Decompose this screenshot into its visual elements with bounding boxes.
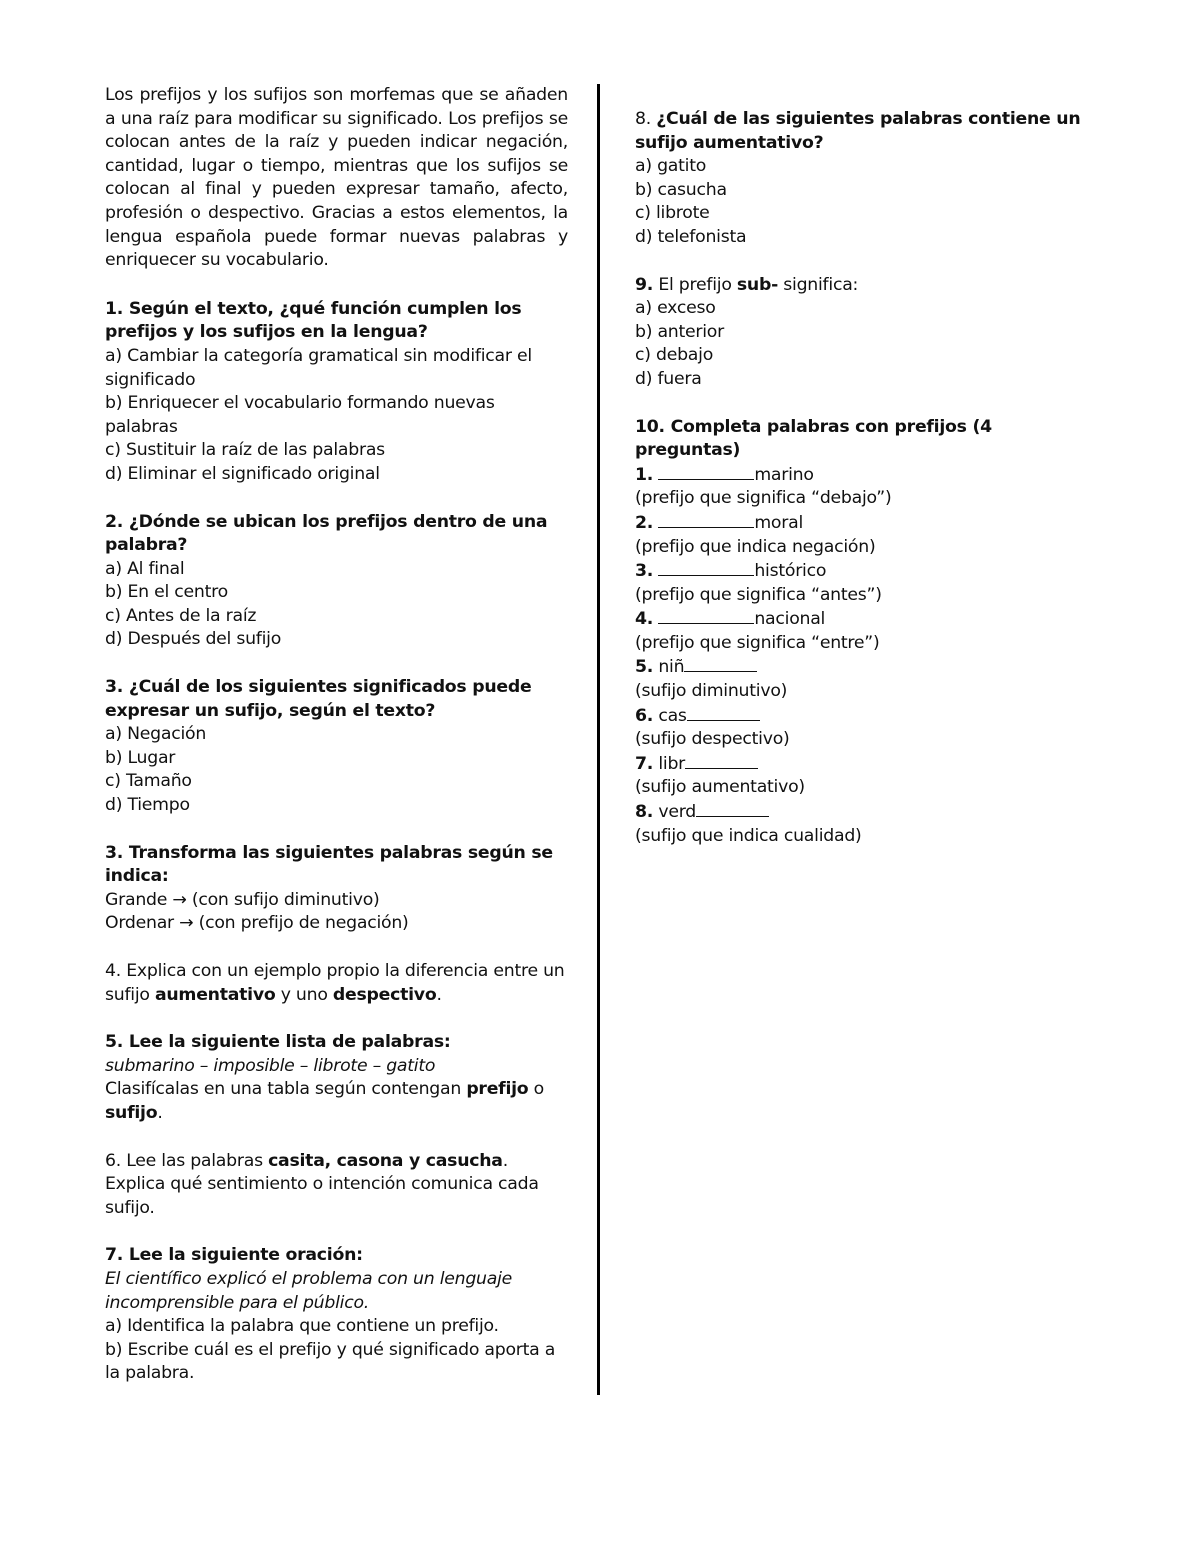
completion-item-1-word: marino <box>754 464 814 485</box>
question-9-post: significa: <box>778 274 859 295</box>
question-8 <box>635 108 1100 250</box>
completion-item-5-number: 5. <box>635 657 654 678</box>
question-5-mid: o <box>528 1079 544 1100</box>
question-2-option-c: c) Antes de la raíz <box>105 605 257 626</box>
question-6-bold-words: casita, casona y casucha <box>268 1150 503 1171</box>
question-3 <box>105 676 568 818</box>
transform-line-1: Grande → (con sufijo diminutivo) <box>105 889 380 910</box>
question-1-title: 1. Según el texto, ¿qué función cumplen los prefijos y los sufijos en la lengua? <box>105 298 522 343</box>
question-3-option-d: d) Tiempo <box>105 795 190 816</box>
right-column <box>635 108 1100 872</box>
completion-item-4-word: nacional <box>754 609 826 630</box>
completion-item-8-number: 8. <box>635 802 654 823</box>
answer-blank-1[interactable] <box>658 463 754 480</box>
column-divider <box>597 84 600 1395</box>
question-8-option-b: b) casucha <box>635 179 727 200</box>
left-column <box>105 84 568 1410</box>
question-3-option-b: b) Lugar <box>105 747 176 768</box>
completion-item-8-hint: (sufijo que indica cualidad) <box>635 825 862 846</box>
completion-item-5-hint: (sufijo diminutivo) <box>635 681 788 702</box>
question-2-title: 2. ¿Dónde se ubican los prefijos dentro de una palabra? <box>105 511 548 556</box>
question-9-option-d: d) fuera <box>635 368 702 389</box>
completion-item-3 <box>635 559 1100 584</box>
completion-item-4-number: 4. <box>635 609 654 630</box>
question-8-option-d: d) telefonista <box>635 226 747 247</box>
question-4-end: . <box>436 984 442 1005</box>
completion-item-2-number: 2. <box>635 512 654 533</box>
question-2-option-b: b) En el centro <box>105 582 228 603</box>
question-5-word-list: submarino – imposible – librote – gatito <box>105 1055 436 1076</box>
question-7-sentence: El científico explicó el problema con un lenguaje incomprensible para el público. <box>105 1268 513 1313</box>
completion-item-3-number: 3. <box>635 561 654 582</box>
question-1-option-a: a) Cambiar la categoría gramatical sin modificar el significado <box>105 345 532 390</box>
completion-item-1 <box>635 463 1100 488</box>
completion-item-1-number: 1. <box>635 464 654 485</box>
completion-item-6-number: 6. <box>635 705 654 726</box>
completion-item-7-number: 7. <box>635 753 654 774</box>
question-3-option-c: c) Tamaño <box>105 771 192 792</box>
completion-item-1-hint: (prefijo que significa “debajo”) <box>635 488 892 509</box>
question-8-option-c: c) librote <box>635 203 710 224</box>
answer-blank-3[interactable] <box>658 559 754 576</box>
question-5-end: . <box>157 1102 163 1123</box>
completion-item-8-word: verd <box>658 802 696 823</box>
question-1-option-d: d) Eliminar el significado original <box>105 463 380 484</box>
question-4-bold-despectivo: despectivo <box>332 984 437 1005</box>
question-4-text <box>105 960 568 1007</box>
completion-item-5 <box>635 655 1100 680</box>
answer-blank-2[interactable] <box>658 511 754 528</box>
question-transform-title: 3. Transforma las siguientes palabras según se indica: <box>105 842 553 887</box>
question-5-bold-prefijo: prefijo <box>466 1079 529 1100</box>
question-2-option-d: d) Después del sufijo <box>105 629 282 650</box>
question-1-option-c: c) Sustituir la raíz de las palabras <box>105 440 385 461</box>
completion-item-4-hint: (prefijo que significa “entre”) <box>635 632 880 653</box>
completion-item-7 <box>635 752 1100 777</box>
question-8-title: ¿Cuál de las siguientes palabras contiene un sufijo aumentativo? <box>635 109 1081 153</box>
completion-item-6-hint: (sufijo despectivo) <box>635 729 790 750</box>
question-5-title: 5. Lee la siguiente lista de palabras: <box>105 1032 451 1053</box>
question-9-bold-prefix: sub- <box>736 274 779 295</box>
question-4-mid: y uno <box>275 984 333 1005</box>
completion-item-8 <box>635 800 1100 825</box>
question-9-option-a: a) exceso <box>635 298 716 319</box>
question-4 <box>105 960 568 1007</box>
question-9-option-b: b) anterior <box>635 321 724 342</box>
answer-blank-4[interactable] <box>658 607 754 624</box>
question-5-bold-sufijo: sufijo <box>105 1102 158 1123</box>
question-4-bold-aumentativo: aumentativo <box>154 984 276 1005</box>
question-8-number: 8. <box>635 109 657 129</box>
question-3-option-a: a) Negación <box>105 724 207 745</box>
completion-item-4 <box>635 607 1100 632</box>
question-transform <box>105 842 568 936</box>
completion-item-2-word: moral <box>754 512 803 533</box>
answer-blank-8[interactable] <box>696 800 769 817</box>
question-4-pre: 4. Explica con un ejemplo propio la diferencia entre un sufijo <box>105 961 565 1005</box>
question-5 <box>105 1031 568 1125</box>
question-8-title-line <box>635 108 1100 155</box>
answer-blank-6[interactable] <box>687 704 760 721</box>
question-2-option-a: a) Al final <box>105 558 185 579</box>
question-6-text <box>105 1150 568 1221</box>
answer-blank-7[interactable] <box>685 752 758 769</box>
question-7 <box>105 1244 568 1386</box>
question-6-pre: 6. Lee las palabras <box>105 1150 269 1171</box>
transform-line-2: Ordenar → (con prefijo de negación) <box>105 913 409 934</box>
completion-item-6-word: cas <box>658 705 687 726</box>
completion-item-6 <box>635 704 1100 729</box>
question-1 <box>105 298 568 487</box>
completion-item-7-word: libr <box>658 753 686 774</box>
question-10 <box>635 416 1100 849</box>
question-1-option-b: b) Enriquecer el vocabulario formando nuevas palabras <box>105 393 495 437</box>
question-6 <box>105 1150 568 1221</box>
question-10-title: 10. Completa palabras con prefijos (4 preguntas) <box>635 416 992 461</box>
question-9-option-c: c) debajo <box>635 345 714 366</box>
question-2 <box>105 511 568 653</box>
question-6-post: . Explica qué sentimiento o intención comunica cada sufijo. <box>105 1150 539 1218</box>
question-9-title-line <box>635 274 1100 298</box>
completion-item-3-word: histórico <box>754 561 827 582</box>
completion-item-5-word: niñ <box>658 657 685 678</box>
question-9-pre: El prefijo <box>653 274 737 295</box>
question-5-instruction <box>105 1078 568 1125</box>
intro-paragraph: Los prefijos y los sufijos son morfemas que se añaden a una raíz para modificar su significado. Los prefijos se colocan antes de la raíz y pueden indicar negación, cantidad, lugar o tiempo, mientras que los sufijos se colocan al final y pueden expresar tamaño, afecto, profesión o despectivo. Gracias a estos elementos, la lengua española puede formar nuevas palabras y enriquecer su vocabulario. <box>105 85 568 271</box>
question-7-option-b: b) Escribe cuál es el prefijo y qué significado aporta a la palabra. <box>105 1339 556 1384</box>
question-7-option-a: a) Identifica la palabra que contiene un prefijo. <box>105 1316 499 1337</box>
question-7-title: 7. Lee la siguiente oración: <box>105 1245 363 1266</box>
completion-item-2 <box>635 511 1100 536</box>
question-9 <box>635 274 1100 392</box>
completion-item-7-hint: (sufijo aumentativo) <box>635 777 805 798</box>
question-8-option-a: a) gatito <box>635 156 707 177</box>
answer-blank-5[interactable] <box>684 655 757 672</box>
completion-item-3-hint: (prefijo que significa “antes”) <box>635 584 882 605</box>
question-3-title: 3. ¿Cuál de los siguientes significados puede expresar un sufijo, según el texto? <box>105 677 532 721</box>
question-5-pre: Clasifícalas en una tabla según contengan <box>105 1079 467 1100</box>
completion-item-2-hint: (prefijo que indica negación) <box>635 536 876 557</box>
question-9-number: 9. <box>635 274 654 295</box>
